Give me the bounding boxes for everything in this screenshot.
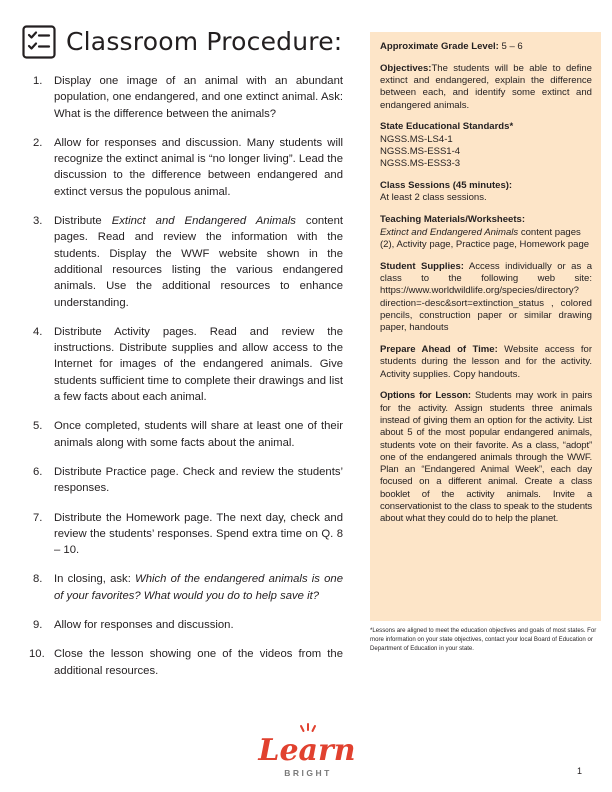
grade-level-label: Approximate Grade Level:: [380, 41, 499, 52]
page-number: 1: [577, 766, 583, 776]
step-number: 5.: [33, 420, 43, 433]
procedure-step: [33, 135, 343, 200]
procedure-step: [33, 464, 343, 497]
standards-footnote: *Lessons are aligned to meet the education objectives and goals of most states. For more information on your state objectives, contact your local Board of Education or Department of Education in your state.: [370, 627, 597, 653]
teaching-materials-title: Extinct and Endangered Animals: [380, 226, 519, 238]
logo-subtitle: BRIGHT: [284, 768, 332, 778]
procedure-step: [33, 418, 343, 451]
procedure-step: [29, 646, 343, 679]
step-number: 9.: [33, 619, 43, 632]
page-header: [22, 25, 362, 65]
procedure-step: [33, 324, 343, 405]
lesson-options-section: [380, 390, 592, 525]
standards-section: [380, 121, 592, 170]
procedure-step: [33, 213, 343, 311]
step-emphasis: Extinct and Endangered Animals: [111, 215, 296, 228]
step-number: 10.: [29, 648, 45, 661]
step-text: Distribute Activity pages. Read and review the instructions. Distribute supplies and allow access to the Internet for images of the endangered animals. Give students sufficient time to complete their drawings and list a few facts about each animal.: [54, 325, 343, 404]
step-text: Once completed, students will share at least one of their animals along with some facts about the animal.: [54, 420, 343, 449]
step-text: Distribute: [54, 215, 112, 228]
step-text: Allow for responses and discussion.: [54, 619, 234, 632]
student-supplies-label: Student Supplies:: [380, 260, 464, 272]
prepare-ahead-label: Prepare Ahead of Time:: [380, 343, 498, 355]
step-number: 2.: [33, 136, 43, 149]
student-supplies-section: [380, 261, 592, 335]
step-text: content pages. Read and review the information with the students. Display the WWF website shown in the additional resources listing the various endangered animals. Use the additional resources to enhance understanding.: [54, 215, 343, 309]
standard-item: NGSS.MS-LS4-1: [380, 133, 453, 145]
prepare-ahead-section: [380, 344, 592, 381]
teaching-materials-section: [380, 214, 592, 251]
step-emphasis: Which of the endangered animals is one of your favorites? What would you do to help save it?: [54, 573, 343, 602]
step-text: Display one image of an animal with an abundant population, one endangered, and one extinct animal. Ask: What is the difference between the animals?: [54, 75, 343, 120]
grade-level-section: [380, 41, 592, 53]
step-text: Close the lesson showing one of the videos from the additional resources.: [54, 648, 343, 677]
learn-bright-logo: [252, 722, 362, 784]
step-number: 8.: [33, 573, 43, 586]
step-number: 4.: [33, 325, 43, 338]
step-text: Distribute the Homework page. The next day, check and review the students’ responses. Spend extra time on Q. 8 – 10.: [54, 511, 343, 557]
procedure-step: [33, 617, 343, 633]
class-sessions-text: At least 2 class sessions.: [380, 192, 487, 204]
standard-item: NGSS.MS-ESS1-4: [380, 146, 461, 158]
step-text: Distribute Practice page. Check and review the students’ responses.: [54, 465, 343, 495]
grade-level-value: 5 – 6: [498, 41, 523, 52]
standards-label: State Educational Standards*: [380, 121, 514, 133]
procedure-step: [33, 510, 343, 559]
objectives-section: [380, 63, 592, 112]
step-number: 7.: [33, 511, 43, 524]
standard-item: NGSS.MS-ESS3-3: [380, 158, 461, 170]
student-supplies-text: Access individually or as a class to the following web site: https://www.worldwildlife.org/species/directory?direction=-desc&sort=extinction_status , colored pencils, construction paper or similar drawing paper, handouts: [380, 260, 592, 334]
step-text: Allow for responses and discussion. Many students will recognize the extinct animal is “no longer living”. Lead the discussion to the difference between endangered and extinct versus the populous animal.: [54, 136, 343, 198]
lesson-options-label: Options for Lesson:: [380, 390, 471, 402]
procedure-step: [33, 73, 343, 122]
teaching-materials-text: content pages (2), Activity page, Practice page, Homework page: [380, 226, 590, 250]
class-sessions-section: [380, 180, 592, 205]
lesson-info-panel: [370, 32, 601, 621]
step-number: 3.: [33, 215, 43, 228]
procedure-list: [29, 73, 343, 692]
objectives-label: Objectives:: [380, 62, 432, 74]
logo-burst-icon: [301, 724, 315, 731]
procedure-step: [33, 571, 343, 604]
step-number: 1.: [33, 75, 43, 87]
teaching-materials-label: Teaching Materials/Worksheets:: [380, 214, 526, 226]
objectives-text: The students will be able to define extinct and endangered, explain the difference between each, and identify some extinct and endangered animals.: [380, 62, 592, 111]
checklist-icon: [22, 25, 56, 59]
prepare-ahead-text: Website access for students during the lesson and for the activity. Activity supplies. Copy handouts.: [380, 343, 593, 380]
class-sessions-label: Class Sessions (45 minutes):: [380, 180, 513, 192]
step-number: 6.: [33, 465, 43, 478]
lesson-options-text: Students may work in pairs for the activity. Assign students three animals instead of giving them an option for the activity. List about 5 of the most popular endangered animals, students vote on their favorite. As a class, “adopt” one of the endangered animals through the WWF. Plan an “Endangered Animal Week”, each day focused on a different animal. Create a class booklet of the activity animals. Invite a conservationist to the class to speak to the students about what they could do to help the planet.: [380, 390, 592, 525]
page-title: Classroom Procedure:: [66, 27, 343, 56]
logo-wordmark: Learn: [258, 733, 356, 768]
step-text: In closing, ask:: [54, 573, 136, 586]
